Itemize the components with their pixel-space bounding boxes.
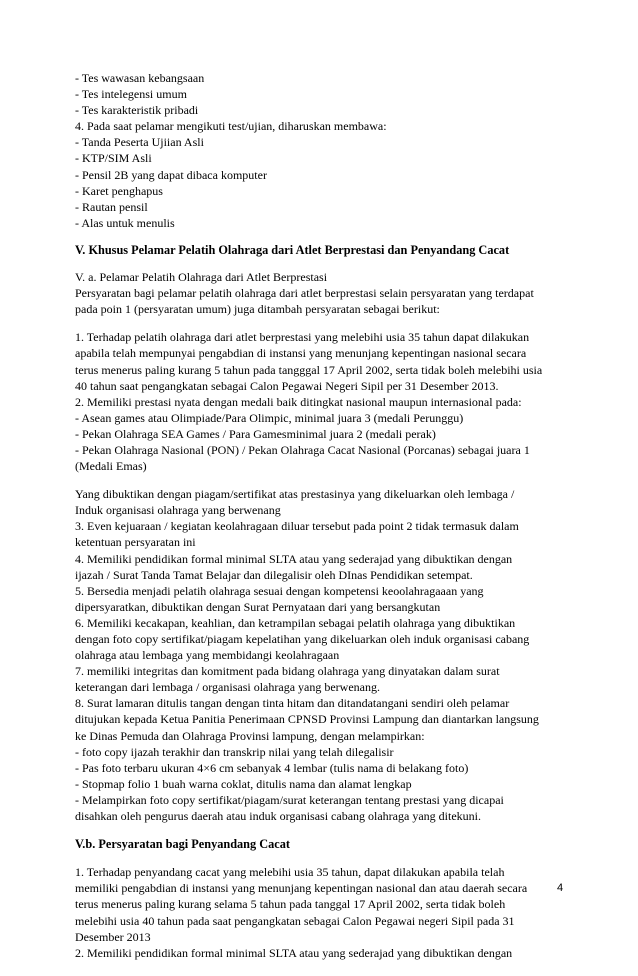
paragraph-line: pada poin 1 (persyaratan umum) juga ditambah persyaratan sebagai berikut: — [75, 302, 440, 317]
list-item: - Rautan pensil — [75, 199, 148, 214]
paragraph-line: ditujukan kepada Ketua Panitia Penerimaan CPNSD Provinsi Lampung dan diantarkan langsung — [75, 712, 539, 727]
paragraph-line: Yang dibuktikan dengan piagam/sertifikat atas prestasinya yang dikeluarkan oleh lembaga / — [75, 487, 515, 502]
paragraph-line: 40 tahun saat pengangkatan sebagai Calon Pegawai Negeri Sipil per 31 Desember 2013. — [75, 378, 499, 393]
paragraph-line: 2. Memiliki prestasi nyata dengan medali baik ditingkat nasional maupun internasional pada: — [75, 394, 522, 409]
page-body — [75, 70, 575, 961]
paragraph-line: 6. Memiliki kecakapan, keahlian, dan ketrampilan sebagai pelatih olahraga yang dibuktikan — [75, 615, 516, 630]
paragraph-line: - foto copy ijazah terakhir dan transkrip nilai yang telah dilegalisir — [75, 744, 394, 759]
section-vb-requirements — [75, 864, 575, 961]
page-number: 4 — [557, 882, 564, 894]
paragraph-line: disahkan oleh pengurus daerah atau induk organisasi cabang olahraga yang ditekuni. — [75, 809, 481, 824]
list-item: - Tes karakteristik pribadi — [75, 103, 199, 118]
section-heading-v: V. Khusus Pelamar Pelatih Olahraga dari Atlet Berprestasi dan Penyandang Cacat — [75, 242, 510, 257]
list-item: - Tes intelegensi umum — [75, 87, 187, 102]
list-item: - Karet penghapus — [75, 183, 163, 198]
section-va-requirements — [75, 329, 575, 474]
paragraph-line: - Stopmap folio 1 buah warna coklat, ditulis nama dan alamat lengkap — [75, 776, 412, 791]
exam-list — [75, 70, 575, 231]
paragraph-line: 3. Even kejuaraan / kegiatan keolahragaan diluar tersebut pada point 2 tidak termasuk dalam — [75, 519, 519, 534]
paragraph-line: - Pekan Olahraga Nasional (PON) / Pekan Olahraga Cacat Nasional (Porcanas) sebagai juara 1 — [75, 442, 530, 457]
paragraph-line: - Pekan Olahraga SEA Games / Para Gamesminimal juara 2 (medali perak) — [75, 426, 436, 441]
paragraph-line: 1. Terhadap penyandang cacat yang melebihi usia 35 tahun, dapat dilakukan apabila telah — [75, 865, 505, 880]
paragraph-line: apabila telah mempunyai pengabdian di instansi yang menunjang kepentingan nasional secara — [75, 346, 527, 361]
list-item: - Tanda Peserta Ujiian Asli — [75, 135, 204, 150]
paragraph-line: ketentuan persyaratan ini — [75, 535, 196, 550]
paragraph-line: Persyaratan bagi pelamar pelatih olahraga dari atlet berprestasi selain persyaratan yang terdapat — [75, 286, 534, 301]
paragraph-line: 5. Bersedia menjadi pelatih olahraga sesuai dengan kompetensi keoolahragaaan yang — [75, 583, 484, 598]
list-item: - Pensil 2B yang dapat dibaca komputer — [75, 167, 267, 182]
paragraph-line: - Asean games atau Olimpiade/Para Olimpic, minimal juara 3 (medali Perunggu) — [75, 410, 464, 425]
paragraph-line: ke Dinas Pemuda dan Olahraga Provinsi lampung, dengan melampirkan: — [75, 728, 425, 743]
paragraph-line: Induk organisasi olahraga yang berwenang — [75, 503, 281, 518]
paragraph-line: - Melampirkan foto copy sertifikat/piagam/surat keterangan tentang prestasi yang dicapai — [75, 792, 504, 807]
paragraph-line: olahraga atau lembaga yang membidangi keolahragaan — [75, 648, 340, 663]
section-va-continued — [75, 486, 575, 824]
paragraph-line: 4. Memiliki pendidikan formal minimal SLTA atau yang sederajad yang dibuktikan dengan — [75, 551, 513, 566]
paragraph-line: terus menerus paling kurang 5 tahun pada tangggal 17 April 2002, serta tidak boleh melebihi usia — [75, 362, 543, 377]
paragraph-line: dengan foto copy sertifikat/piagam kepelatihan yang dikeluarkan oleh induk organisasi cabang — [75, 632, 530, 646]
paragraph-line: terus menerus paling kurang selama 5 tahun pada tanggal 17 April 2002, serta tidak boleh — [75, 897, 506, 912]
paragraph-line: 2. Memiliki pendidikan formal minimal SLTA atau yang sederajad yang dibuktikan dengan — [75, 945, 513, 960]
list-item: 4. Pada saat pelamar mengikuti test/ujian, diharuskan membawa: — [75, 119, 387, 134]
paragraph-line: 7. memiliki integritas dan komitment pada bidang olahraga yang dinyatakan dalam surat — [75, 664, 500, 679]
paragraph-line: 8. Surat lamaran ditulis tangan dengan tinta hitam dan ditandatangani sendiri oleh pelamar — [75, 696, 510, 711]
section-heading-vb: V.b. Persyaratan bagi Penyandang Cacat — [75, 837, 290, 852]
paragraph-line: melebihi usia 40 tahun pada saat pengangkatan sebagai Calon Pegawai negeri Sipil pada 31 — [75, 913, 515, 928]
paragraph-line: - Pas foto terbaru ukuran 4×6 cm sebanyak 4 lembar (tulis nama di belakang foto) — [75, 760, 469, 775]
list-item: - Alas untuk menulis — [75, 215, 175, 230]
paragraph-line: keterangan dari lembaga / organisasi olahraga yang berwenang. — [75, 680, 380, 695]
list-item: - KTP/SIM Asli — [75, 151, 152, 166]
paragraph-line: V. a. Pelamar Pelatih Olahraga dari Atlet Berprestasi — [75, 270, 328, 285]
paragraph-line: dipersyaratkan, dibuktikan dengan Surat Pernyataan dari yang bersangkutan — [75, 599, 441, 614]
paragraph-line: (Medali Emas) — [75, 459, 147, 474]
list-item: - Tes wawasan kebangsaan — [75, 71, 205, 85]
paragraph-line: ijazah / Surat Tanda Tamat Belajar dan dilegalisir oleh DInas Pendidikan setempat. — [75, 567, 473, 582]
paragraph-line: 1. Terhadap pelatih olahraga dari atlet berprestasi yang melebihi usia 35 tahun dapat dilakukan — [75, 330, 530, 345]
section-va-intro — [75, 269, 575, 317]
paragraph-line: memiliki pengabdian di instansi yang menunjang kepentingan nasional dan atau daerah secara — [75, 881, 528, 896]
paragraph-line: Desember 2013 — [75, 929, 151, 944]
